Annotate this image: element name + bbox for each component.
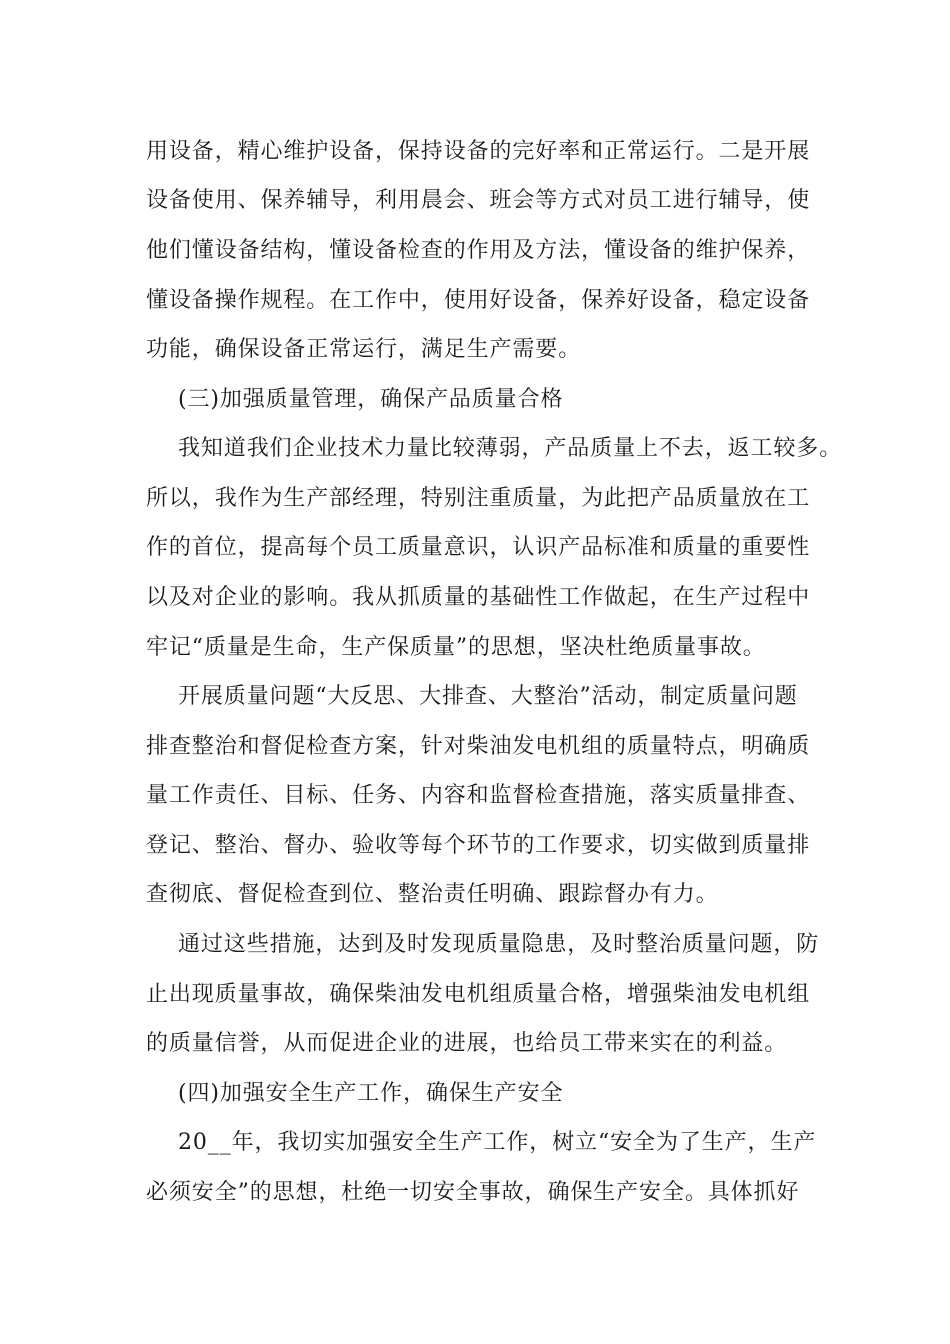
text-line: 20__年，我切实加强安全生产工作，树立“安全为了生产，生产 bbox=[178, 1130, 817, 1155]
section-heading: (四)加强安全生产工作，确保生产安全 bbox=[178, 1081, 564, 1106]
section-heading: (三)加强质量管理，确保产品质量合格 bbox=[178, 387, 564, 412]
text-line: 用设备，精心维护设备，保持设备的完好率和正常运行。二是开展 bbox=[146, 139, 811, 164]
text-line: 通过这些措施，达到及时发现质量隐患，及时整治质量问题，防 bbox=[178, 932, 820, 957]
text-line: 排查整治和督促检查方案，针对柴油发电机组的质量特点，明确质 bbox=[146, 734, 811, 759]
text-line: 懂设备操作规程。在工作中，使用好设备，保养好设备，稳定设备 bbox=[146, 288, 811, 313]
text-line: 登记、整治、督办、验收等每个环节的工作要求，切实做到质量排 bbox=[146, 833, 811, 858]
text-line: 开展质量问题“大反思、大排查、大整治”活动，制定质量问题 bbox=[178, 684, 798, 709]
text-line: 他们懂设备结构，懂设备检查的作用及方法，懂设备的维护保养， bbox=[146, 238, 811, 263]
text-line: 牢记“质量是生命，生产保质量”的思想，坚决杜绝质量事故。 bbox=[146, 635, 766, 660]
text-line: 作的首位，提高每个员工质量意识，认识产品标准和质量的重要性 bbox=[146, 535, 811, 560]
text-line: 以及对企业的影响。我从抓质量的基础性工作做起，在生产过程中 bbox=[146, 585, 811, 610]
text-line: 我知道我们企业技术力量比较薄弱，产品质量上不去，返工较多。 bbox=[178, 436, 843, 461]
text-line: 设备使用、保养辅导，利用晨会、班会等方式对员工进行辅导，使 bbox=[146, 188, 811, 213]
text-line: 止出现质量事故，确保柴油发电机组质量合格，增强柴油发电机组 bbox=[146, 982, 811, 1007]
text-line: 所以，我作为生产部经理，特别注重质量，为此把产品质量放在工 bbox=[146, 486, 811, 511]
text-line: 的质量信誉，从而促进企业的进展，也给员工带来实在的利益。 bbox=[146, 1031, 788, 1056]
text-line: 量工作责任、目标、任务、内容和监督检查措施，落实质量排查、 bbox=[146, 783, 811, 808]
text-line: 功能，确保设备正常运行，满足生产需要。 bbox=[146, 337, 582, 362]
text-line: 必须安全”的思想，杜绝一切安全事故，确保生产安全。具体抓好 bbox=[146, 1180, 800, 1205]
text-line: 查彻底、督促检查到位、整治责任明确、跟踪督办有力。 bbox=[146, 882, 719, 907]
